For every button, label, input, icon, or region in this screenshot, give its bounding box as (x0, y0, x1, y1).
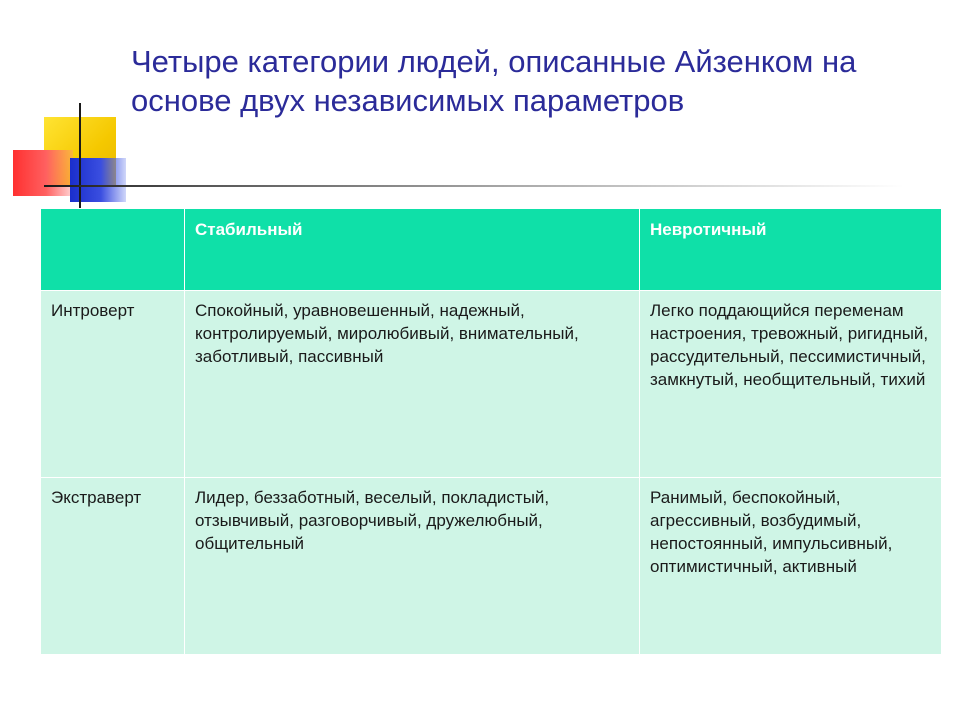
cell-introvert-stable: Спокойный, уравновешенный, надежный, контролируемый, миролюбивый, внимательный, заботливый, пассивный (185, 291, 640, 478)
row-label-extravert: Экстраверт (41, 478, 185, 655)
row-label-introvert: Интроверт (41, 291, 185, 478)
cell-introvert-neurotic: Легко поддающийся переменам настроения, тревожный, ригидный, рассудительный, пессимистичный, замкнутый, необщительный, тихий (640, 291, 942, 478)
cell-extravert-stable: Лидер, беззаботный, веселый, покладистый, отзывчивый, разговорчивый, дружелюбный, общительный (185, 478, 640, 655)
table-row (41, 291, 942, 478)
table-row (41, 478, 942, 655)
red-square-decoration (13, 150, 73, 196)
cell-extravert-neurotic: Ранимый, беспокойный, агрессивный, возбудимый, непостоянный, импульсивный, оптимистичный, активный (640, 478, 942, 655)
title-underline-rule (44, 185, 904, 187)
vertical-rule-decoration (79, 103, 81, 208)
header-neurotic: Невротичный (640, 209, 942, 291)
categories-table (40, 208, 942, 655)
header-corner-cell (41, 209, 185, 291)
table-header-row (41, 209, 942, 291)
header-stable: Стабильный (185, 209, 640, 291)
slide-title: Четыре категории людей, описанные Айзенком на основе двух независимых параметров (131, 44, 857, 118)
